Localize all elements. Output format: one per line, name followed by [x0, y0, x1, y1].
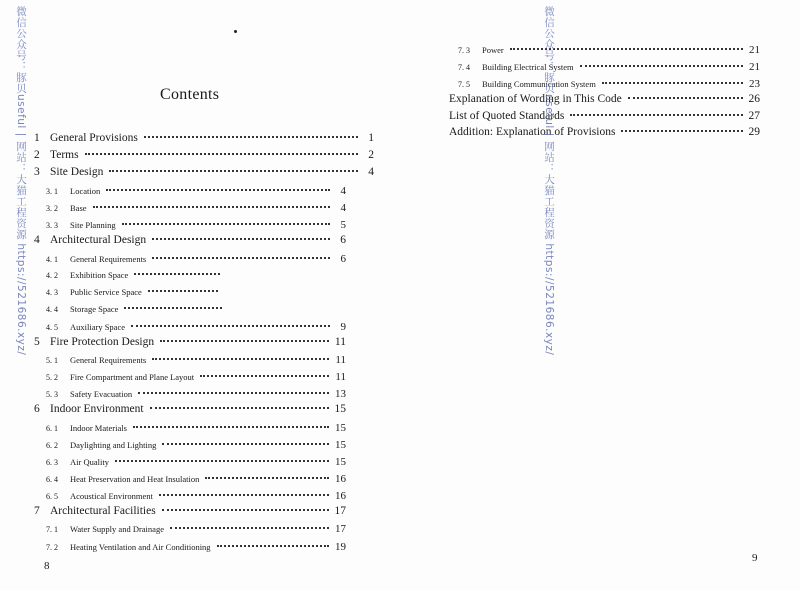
entry-number: 7. 2 [46, 543, 58, 552]
dot-leader [170, 527, 329, 529]
toc-entry-6[interactable] [34, 403, 346, 415]
dot-leader [106, 189, 330, 191]
entry-label: Daylighting and Lighting [70, 440, 157, 450]
entry-page: 16 [335, 490, 346, 502]
entry-number: 6. 3 [46, 458, 58, 467]
toc-entry-7-4[interactable] [458, 61, 760, 73]
dot-leader [162, 509, 329, 511]
toc-entry-5-2[interactable] [46, 371, 346, 383]
entry-page: 27 [748, 110, 760, 122]
watermark-right: 微信公众号：豚贝useful | 网站：大猫工程资源 https://521686.xyz/ [543, 6, 555, 356]
entry-label: Exhibition Space [70, 270, 129, 280]
entry-label: Architectural Design [50, 234, 147, 246]
entry-number: 7. 4 [458, 63, 470, 72]
toc-entry-7-2[interactable] [46, 541, 346, 553]
right-page [400, 0, 800, 590]
toc-entry-3[interactable] [34, 166, 374, 178]
toc-entry-3-2[interactable] [46, 202, 346, 214]
toc-entry-1[interactable] [34, 132, 374, 144]
entry-page: 15 [335, 456, 346, 468]
entry-number: 5. 1 [46, 356, 58, 365]
entry-label: General Requirements [70, 254, 147, 264]
entry-number: 4 [34, 234, 40, 246]
entry-number: 4. 4 [46, 305, 58, 314]
entry-label: Power [482, 45, 504, 55]
entry-page: 4 [340, 185, 346, 197]
entry-page: 4 [340, 202, 346, 214]
entry-number: 3. 1 [46, 187, 58, 196]
entry-page: 11 [335, 354, 346, 366]
toc-entry-6-4[interactable] [46, 473, 346, 485]
toc-entry-explanation-of-wording[interactable] [449, 93, 760, 105]
entry-label: Fire Protection Design [50, 336, 155, 348]
entry-label: List of Quoted Standards [449, 110, 565, 122]
dot-leader [160, 340, 329, 342]
dot-leader [570, 114, 742, 116]
entry-label: Auxiliary Space [70, 322, 125, 332]
entry-number: 6 [34, 403, 40, 415]
entry-number: 3 [34, 166, 40, 178]
entry-page: 21 [749, 44, 760, 56]
entry-page: 15 [334, 403, 346, 415]
entry-label: Heating Ventilation and Air Conditioning [70, 542, 211, 552]
entry-page: 15 [335, 439, 346, 451]
toc-entry-3-3[interactable] [46, 219, 346, 231]
entry-page: 2 [368, 149, 374, 161]
entry-number: 5. 2 [46, 373, 58, 382]
entry-label: Building Communication System [482, 79, 596, 89]
entry-page: 21 [749, 61, 760, 73]
entry-label: Acoustical Environment [70, 491, 153, 501]
entry-page: 5 [340, 219, 346, 231]
dot-leader [109, 170, 358, 172]
entry-page: 19 [335, 541, 346, 553]
entry-label: General Provisions [50, 132, 138, 144]
toc-entry-6-5[interactable] [46, 490, 346, 502]
toc-entry-7-3[interactable] [458, 44, 760, 56]
dot-leader [152, 358, 329, 360]
toc-entry-4-1[interactable] [46, 253, 346, 265]
toc-entry-4-4[interactable] [46, 304, 238, 314]
dot-leader [144, 136, 358, 138]
entry-number: 3. 2 [46, 204, 58, 213]
entry-label: Architectural Facilities [50, 505, 156, 517]
speck-mark [234, 30, 237, 33]
entry-number: 7. 1 [46, 525, 58, 534]
dot-leader [148, 290, 218, 292]
entry-number: 6. 4 [46, 475, 58, 484]
entry-page: 29 [748, 126, 760, 138]
toc-entry-7-1[interactable] [46, 523, 346, 535]
dot-leader [205, 477, 329, 479]
entry-number: 6. 1 [46, 424, 58, 433]
dot-leader [122, 223, 330, 225]
toc-entry-2[interactable] [34, 149, 374, 161]
dot-leader [131, 325, 330, 327]
dot-leader [217, 545, 329, 547]
entry-label: Indoor Environment [50, 403, 144, 415]
entry-page: 6 [340, 253, 346, 265]
entry-number: 5. 3 [46, 390, 58, 399]
entry-number: 1 [34, 132, 40, 144]
entry-number: 4. 5 [46, 323, 58, 332]
entry-number: 7. 3 [458, 46, 470, 55]
entry-page: 23 [749, 78, 760, 90]
entry-number: 2 [34, 149, 40, 161]
entry-label: General Requirements [70, 355, 147, 365]
toc-entry-3-1[interactable] [46, 185, 346, 197]
dot-leader [152, 238, 330, 240]
entry-label: Building Electrical System [482, 62, 574, 72]
entry-label: Location [70, 186, 101, 196]
entry-number: 6. 2 [46, 441, 58, 450]
toc-entry-explanation-of-provisions[interactable] [449, 126, 760, 138]
entry-number: 3. 3 [46, 221, 58, 230]
toc-entry-4[interactable] [34, 234, 346, 246]
dot-leader [580, 65, 743, 67]
entry-page: 13 [335, 388, 346, 400]
entry-page: 6 [340, 234, 346, 246]
entry-label: Site Design [50, 166, 104, 178]
entry-label: Base [70, 203, 87, 213]
entry-page: 1 [368, 132, 374, 144]
dot-leader [602, 82, 743, 84]
dot-leader [200, 375, 329, 377]
page-number-left: 8 [44, 560, 50, 572]
dot-leader [85, 153, 358, 155]
entry-page: 4 [368, 166, 374, 178]
entry-page: 17 [334, 505, 346, 517]
dot-leader [93, 206, 330, 208]
toc-entry-4-2[interactable] [46, 270, 236, 280]
toc-entry-6-3[interactable] [46, 456, 346, 468]
toc-entry-5[interactable] [34, 336, 346, 348]
entry-label: Storage Space [70, 304, 119, 314]
entry-number: 7 [34, 505, 40, 517]
entry-label: Air Quality [70, 457, 109, 467]
dot-leader [628, 97, 743, 99]
toc-entry-6-2[interactable] [46, 439, 346, 451]
dot-leader [621, 130, 742, 132]
dot-leader [162, 443, 329, 445]
entry-page: 26 [748, 93, 760, 105]
entry-page: 11 [334, 336, 346, 348]
entry-page: 17 [335, 523, 346, 535]
dot-leader [133, 426, 329, 428]
entry-number: 5 [34, 336, 40, 348]
toc-entry-5-3[interactable] [46, 388, 346, 400]
dot-leader [134, 273, 220, 275]
toc-entry-quoted-standards[interactable] [449, 110, 760, 122]
entry-number: 6. 5 [46, 492, 58, 501]
entry-label: Water Supply and Drainage [70, 524, 164, 534]
entry-number: 4. 3 [46, 288, 58, 297]
entry-label: Safety Evacuation [70, 389, 133, 399]
entry-label: Site Planning [70, 220, 116, 230]
dot-leader [159, 494, 329, 496]
entry-label: Fire Compartment and Plane Layout [70, 372, 195, 382]
entry-number: 4. 2 [46, 271, 58, 280]
entry-number: 4. 1 [46, 255, 58, 264]
dot-leader [138, 392, 329, 394]
entry-number: 7. 5 [458, 80, 470, 89]
entry-label: Heat Preservation and Heat Insulation [70, 474, 200, 484]
entry-page: 9 [340, 321, 346, 333]
toc-entry-6-1[interactable] [46, 422, 346, 434]
entry-page: 16 [335, 473, 346, 485]
contents-title: Contents [160, 86, 220, 103]
entry-label: Terms [50, 149, 79, 161]
page-number-right: 9 [752, 552, 758, 564]
toc-entry-7[interactable] [34, 505, 346, 517]
toc-entry-4-5[interactable] [46, 321, 346, 333]
dot-leader [150, 407, 329, 409]
toc-entry-4-3[interactable] [46, 287, 234, 297]
entry-label: Public Service Space [70, 287, 142, 297]
entry-page: 15 [335, 422, 346, 434]
dot-leader [115, 460, 329, 462]
entry-label: Addition: Explanation of Provisions [449, 126, 616, 138]
entry-label: Indoor Materials [70, 423, 127, 433]
entry-label: Explanation of Wording in This Code [449, 93, 622, 105]
dot-leader [124, 307, 222, 309]
toc-entry-5-1[interactable] [46, 354, 346, 366]
dot-leader [152, 257, 330, 259]
entry-page: 11 [335, 371, 346, 383]
toc-entry-7-5[interactable] [458, 78, 760, 90]
watermark-left: 微信公众号：豚贝useful | 网站：大猫工程资源 https://521686.xyz/ [15, 6, 27, 356]
